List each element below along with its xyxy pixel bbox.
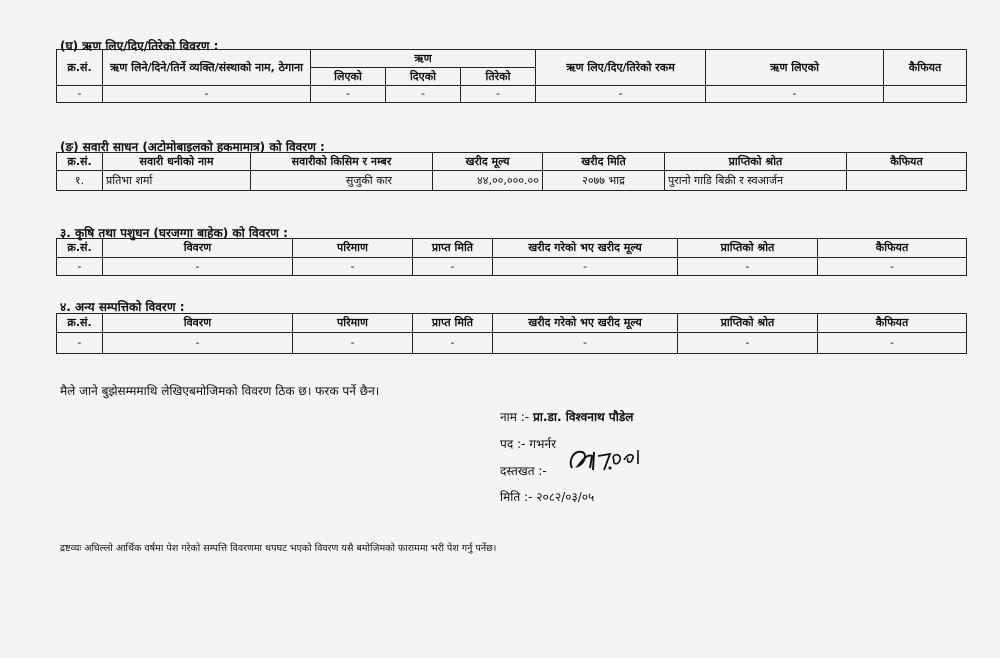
col-taken: लिएको — [311, 68, 386, 86]
cell: ४४,००,०००.०० — [433, 171, 543, 191]
col-remarks: कैफियत — [884, 50, 967, 86]
cell: १. — [57, 171, 103, 191]
other-assets-table — [56, 313, 967, 354]
col-sn: क्र.सं. — [57, 153, 103, 171]
col-remarks: कैफियत — [818, 314, 967, 333]
cell: - — [311, 86, 386, 103]
signer-post: :- गभर्नर — [517, 437, 556, 451]
col-loan-group: ऋण — [311, 50, 536, 68]
handwritten-signature — [566, 442, 656, 478]
post-label: पद — [500, 437, 514, 451]
cell: - — [293, 258, 413, 276]
signer-date-row — [500, 488, 594, 505]
col-description: विवरण — [103, 239, 293, 258]
col-sn: क्र.सं. — [57, 239, 103, 258]
col-paid: तिरेको — [461, 68, 536, 86]
table-row — [57, 86, 967, 103]
cell: - — [57, 333, 103, 354]
cell: - — [493, 258, 678, 276]
cell: - — [413, 258, 493, 276]
col-price: खरीद गरेको भए खरीद मूल्य — [493, 239, 678, 258]
col-remarks: कैफियत — [847, 153, 967, 171]
cell: - — [706, 86, 884, 103]
name-label: नाम :- — [500, 410, 530, 424]
signer-name: प्रा.डा. विश्वनाथ पौडेल — [532, 410, 634, 424]
cell: - — [386, 86, 461, 103]
cell: सुजुकी कार — [251, 171, 433, 191]
cell: २०७७ भाद्र — [543, 171, 665, 191]
agriculture-table — [56, 238, 967, 276]
col-purchase-date: खरीद मिति — [543, 153, 665, 171]
col-party: ऋण लिने/दिने/तिर्ने व्यक्ति/संस्थाको नाम, ठेगाना — [103, 50, 311, 86]
cell: - — [678, 258, 818, 276]
table-row — [57, 258, 967, 276]
vehicle-table — [56, 152, 967, 191]
cell: - — [461, 86, 536, 103]
cell: - — [493, 333, 678, 354]
signer-date: २०८२/०३/०५ — [536, 490, 595, 504]
loan-table — [56, 49, 967, 103]
section-gha-title: (घ) ऋण लिए/दिए/तिरेको विवरण : — [60, 39, 219, 53]
section-3-title: ३. कृषि तथा पशुधन (घरजग्गा बाहेक) को विवरण : — [60, 226, 288, 240]
signer-post-row — [500, 435, 556, 452]
cell: - — [536, 86, 706, 103]
cell: - — [413, 333, 493, 354]
col-date: प्राप्त मिति — [413, 239, 493, 258]
section-nga-title: (ङ) सवारी साधन (अटोमोबाइलको हकमामात्र) को विवरण : — [60, 140, 325, 154]
declaration-text: मैले जाने बुझेसम्ममाथि लेखिएबमोजिमको विवरण ठिक छ। फरक पर्ने छैन। — [60, 384, 380, 398]
cell: - — [818, 258, 967, 276]
col-loan-taken: ऋण लिएको — [706, 50, 884, 86]
col-owner: सवारी धनीको नाम — [103, 153, 251, 171]
signer-name-row — [500, 408, 633, 425]
cell: - — [57, 258, 103, 276]
date-label: मिति :- — [500, 490, 533, 504]
footnote: द्रष्टव्यः अघिल्लो आर्थिक वर्षमा पेश गरेको सम्पत्ति विवरणमा थपघट भएको विवरण यसै बमोजिमको फाराममा भरी पेश गर्नु पर्नेछ। — [60, 543, 497, 554]
col-quantity: परिमाण — [293, 314, 413, 333]
col-price: खरीद गरेको भए खरीद मूल्य — [493, 314, 678, 333]
cell: - — [103, 86, 311, 103]
col-given: दिएको — [386, 68, 461, 86]
col-quantity: परिमाण — [293, 239, 413, 258]
col-source: प्राप्तिको श्रोत — [678, 239, 818, 258]
col-vehicle-type: सवारीको किसिम र नम्बर — [251, 153, 433, 171]
signature-label: दस्तखत :- — [500, 464, 547, 478]
cell: - — [57, 86, 103, 103]
cell: प्रतिभा शर्मा — [103, 171, 251, 191]
section-4-title: ४. अन्य सम्पत्तिको विवरण : — [60, 300, 185, 314]
cell — [847, 171, 967, 191]
col-source: प्राप्तिको श्रोत — [678, 314, 818, 333]
col-price: खरीद मूल्य — [433, 153, 543, 171]
col-sn: क्र.सं. — [57, 50, 103, 86]
cell: - — [678, 333, 818, 354]
col-date: प्राप्त मिति — [413, 314, 493, 333]
cell: - — [103, 333, 293, 354]
cell: - — [293, 333, 413, 354]
col-source: प्राप्तिको श्रोत — [665, 153, 847, 171]
cell: - — [818, 333, 967, 354]
table-row — [57, 333, 967, 354]
cell: पुरानो गाडि बिक्री र स्वआर्जन — [665, 171, 847, 191]
cell — [884, 86, 967, 103]
col-sn: क्र.सं. — [57, 314, 103, 333]
table-row — [57, 171, 967, 191]
col-description: विवरण — [103, 314, 293, 333]
col-amount: ऋण लिए/दिए/तिरेको रकम — [536, 50, 706, 86]
col-remarks: कैफियत — [818, 239, 967, 258]
cell: - — [103, 258, 293, 276]
